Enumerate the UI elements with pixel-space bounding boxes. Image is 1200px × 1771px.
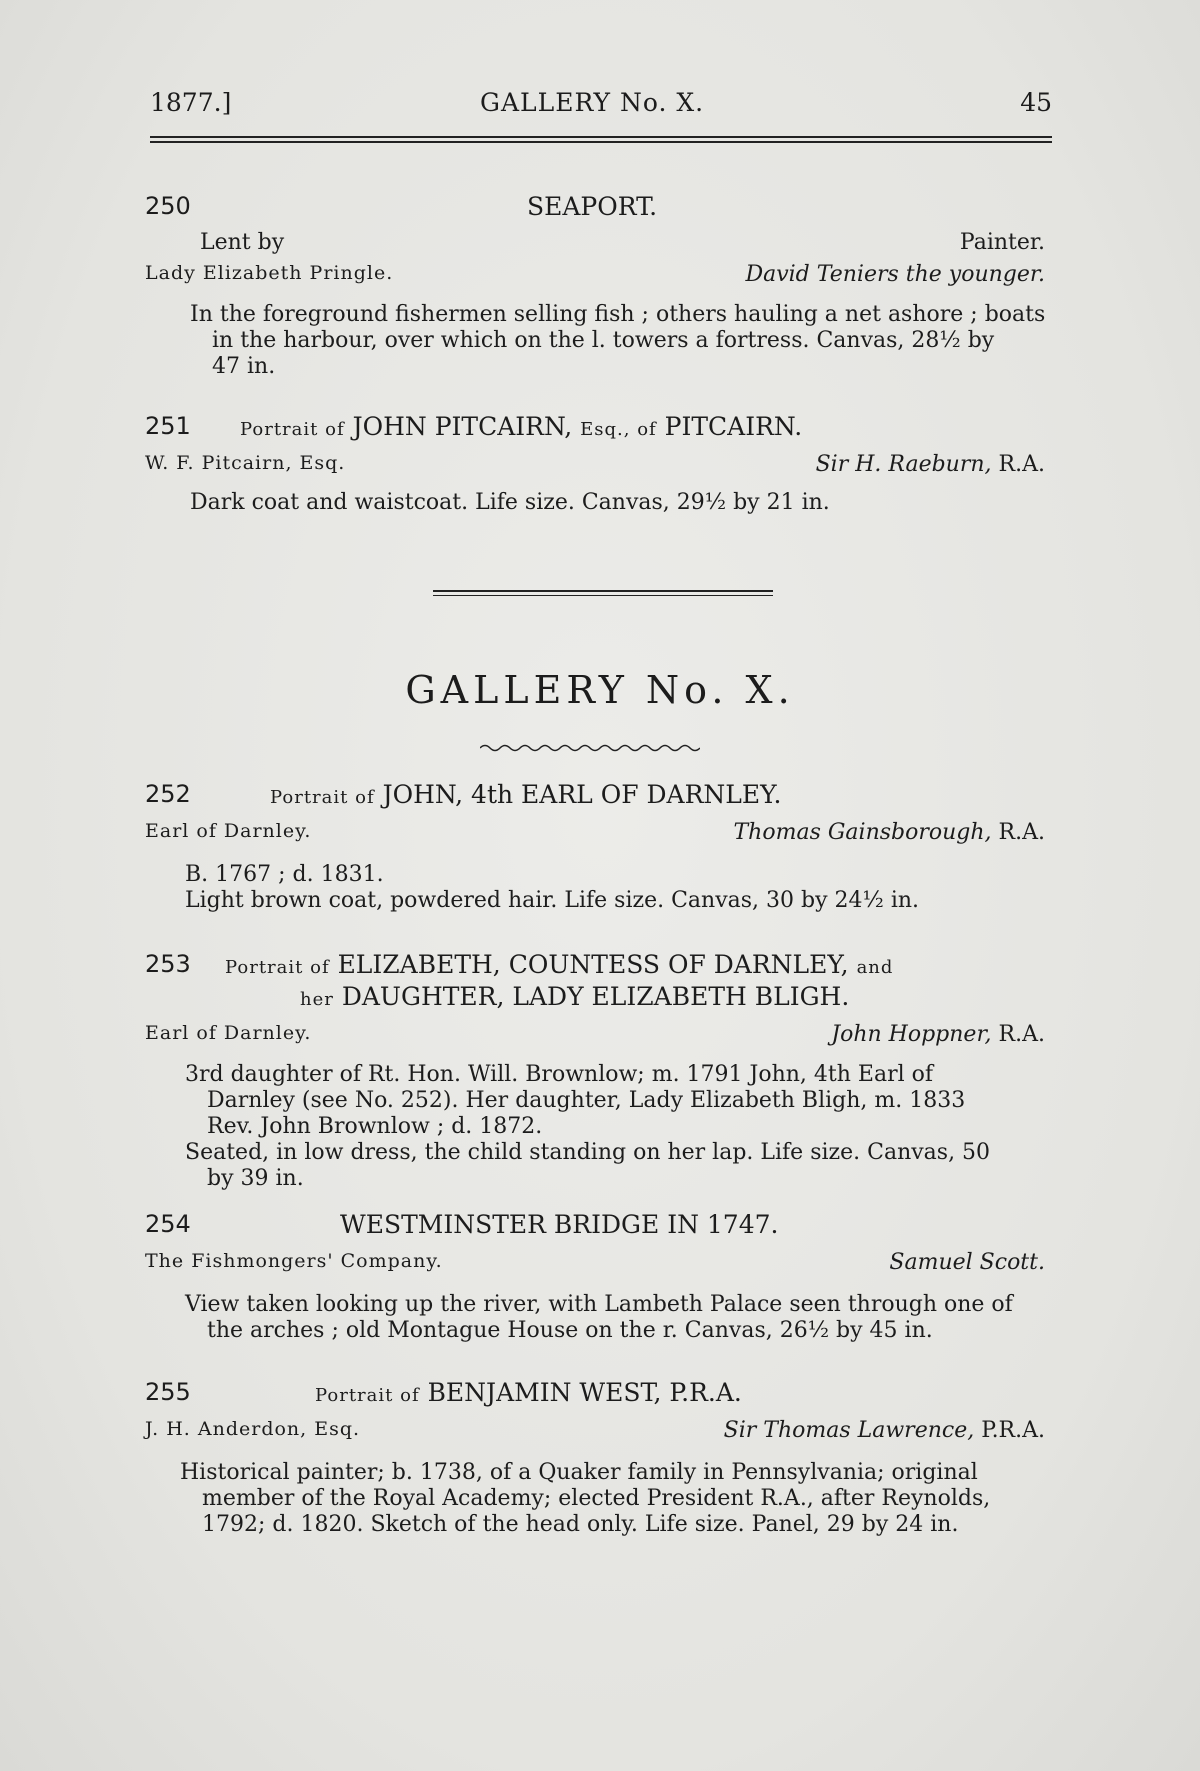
entry-number: 254 xyxy=(145,1210,191,1238)
lender: W. F. Pitcairn, Esq. xyxy=(145,452,346,474)
painter-label: Painter. xyxy=(959,230,1045,255)
painter: Sir H. Raeburn, R.A. xyxy=(815,452,1045,477)
catalogue-entry-250 xyxy=(145,192,1045,382)
painter: John Hoppner, R.A. xyxy=(831,1022,1045,1047)
catalogue-entry-251 xyxy=(145,412,1045,522)
entry-title: Portrait of BENJAMIN WEST, P.R.A. xyxy=(315,1378,742,1407)
lender: J. H. Anderdon, Esq. xyxy=(145,1418,361,1440)
wavy-ornament xyxy=(480,742,700,754)
catalogue-entry-254 xyxy=(145,1210,1045,1343)
entry-number: 252 xyxy=(145,780,191,808)
running-header xyxy=(150,88,1052,122)
painter: Thomas Gainsborough, R.A. xyxy=(733,820,1045,845)
lender: The Fishmongers' Company. xyxy=(145,1250,443,1272)
entry-description: 3rd daughter of Rt. Hon. Will. Brownlow; m. 1791 John, 4th Earl of Darnley (see No. 252). Her daughter, Lady Elizabeth Bligh, m. 1833 Rev. John Brownlow ; d. 1872. Seated, in low dress, the child standing on her lap. Life size. Canvas, 50 by 39 in. xyxy=(185,1062,991,1191)
entry-description: Historical painter; b. 1738, of a Quaker family in Pennsylvania; original member of the Royal Academy; elected President R.A., after Reynolds, 1792; d. 1820. Sketch of the head only. Life size. Panel, 29 by 24 in. xyxy=(180,1460,991,1537)
entry-title: SEAPORT. xyxy=(527,192,658,221)
section-divider xyxy=(433,590,773,596)
catalogue-entry-255 xyxy=(145,1378,1045,1538)
header-year: 1877.] xyxy=(150,88,232,117)
entry-number: 250 xyxy=(145,192,191,220)
lender: Earl of Darnley. xyxy=(145,1022,312,1044)
gallery-heading: GALLERY No. X. xyxy=(405,668,795,712)
entry-description: View taken looking up the river, with Lambeth Palace seen through one of the arches ; old Montague House on the r. Canvas, 26½ by 45 in. xyxy=(185,1292,1013,1343)
entry-description: In the foreground fishermen selling fish ; others hauling a net ashore ; boats in the harbour, over which on the l. towers a fortress. Canvas, 28½ by 47 in. xyxy=(190,302,1046,379)
painter: Sir Thomas Lawrence, P.R.A. xyxy=(723,1418,1045,1443)
catalogue-entry-253 xyxy=(145,950,1045,1200)
entry-title: Portrait of JOHN PITCAIRN, Esq., of PITCAIRN. xyxy=(240,412,803,441)
painter: David Teniers the younger. xyxy=(745,262,1045,287)
lender: Lady Elizabeth Pringle. xyxy=(145,262,394,284)
header-rule-top xyxy=(150,136,1052,138)
entry-title: Portrait of JOHN, 4th EARL OF DARNLEY. xyxy=(270,780,782,809)
entry-description: B. 1767 ; d. 1831. Light brown coat, powdered hair. Life size. Canvas, 30 by 24½ in. xyxy=(185,862,920,913)
painter: Samuel Scott. xyxy=(889,1250,1045,1275)
entry-title-line-1: Portrait of ELIZABETH, COUNTESS OF DARNLEY, and xyxy=(225,950,894,979)
lender: Earl of Darnley. xyxy=(145,820,312,842)
page-number: 45 xyxy=(1020,88,1052,117)
entry-number: 255 xyxy=(145,1378,191,1406)
header-title: GALLERY No. X. xyxy=(480,88,705,117)
entry-title-line-2: her DAUGHTER, LADY ELIZABETH BLIGH. xyxy=(300,982,850,1011)
entry-title: WESTMINSTER BRIDGE IN 1747. xyxy=(340,1210,779,1239)
entry-description: Dark coat and waistcoat. Life size. Canvas, 29½ by 21 in. xyxy=(190,490,830,515)
lent-by-label: Lent by xyxy=(200,230,285,255)
entry-number: 251 xyxy=(145,412,191,440)
entry-number: 253 xyxy=(145,950,191,978)
catalogue-entry-252 xyxy=(145,780,1045,920)
header-rule-bottom xyxy=(150,141,1052,143)
